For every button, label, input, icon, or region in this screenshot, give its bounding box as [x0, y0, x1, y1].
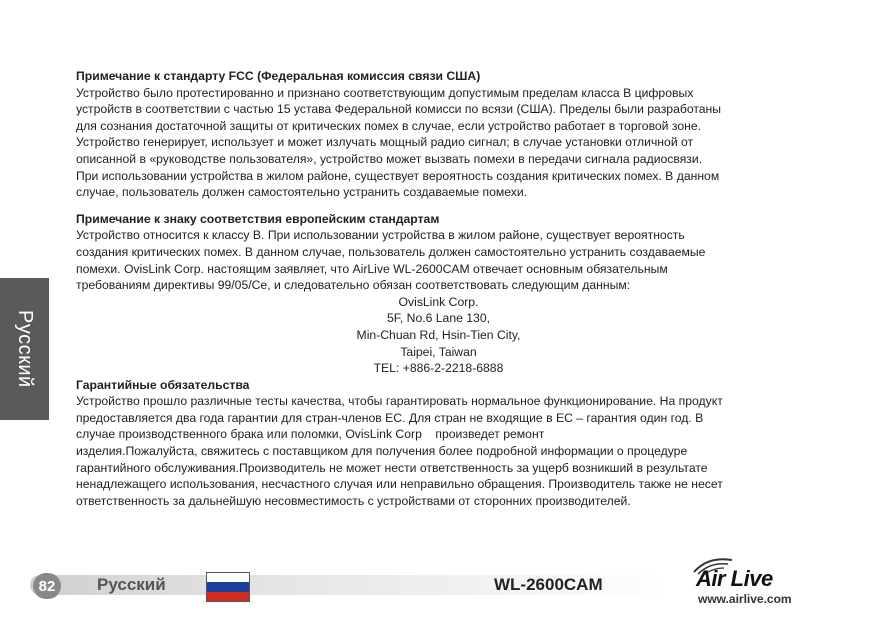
flag-stripe-blue [207, 582, 249, 591]
fcc-heading: Примечание к стандарту FCC (Федеральная комиссия связи США) [76, 69, 481, 83]
address-line: Taipei, Taiwan [400, 344, 477, 359]
warranty-line: случае производственного брака или поломки, OvisLink Corp произведет ремонт [76, 427, 545, 442]
document-body [76, 68, 801, 509]
flag-stripe-white [207, 573, 249, 582]
warranty-line: ответственность за дальнейшую несовместимость с устройствами от сторонних производителей. [76, 493, 631, 508]
fcc-line: Устройство было протестированно и признано соответствующим допустимым пределам класса B цифровых [76, 85, 694, 100]
fcc-line: устройств в соответствии с частью 15 устава Федеральной комисси по всязи (США). Пределы были разработаны [76, 102, 722, 117]
warranty-line: изделия.Пожалуйста, свяжитесь с поставщиком для получения более подробной информации о процедуре [76, 444, 688, 459]
fcc-paragraph [76, 85, 801, 201]
fcc-line: Устройство генерирует, использует и может излучать мощный радио сигнал; в случае установки отличной от [76, 135, 694, 150]
russian-flag-icon [206, 572, 250, 602]
eu-line: Устройство относится к классу B. При использовании устройства в жилом районе, существует вероятность [76, 228, 685, 243]
company-address [76, 294, 801, 377]
flag-stripe-red [207, 592, 249, 601]
eu-line: помехи. OvisLink Corp. настоящим заявляет, что AirLive WL-2600CAM отвечает основным обязательным [76, 261, 668, 276]
footer-language: Русский [97, 575, 166, 594]
warranty-line: предоставляется два года гарантии для стран-членов ЕС. Для стран не входящие в ЕС – гарантия один год. В [76, 410, 704, 425]
address-line: 5F, No.6 Lane 130, [387, 311, 490, 326]
model-name: WL-2600CAM [494, 575, 603, 594]
airlive-logo: Air Live [696, 566, 773, 591]
address-line: OvisLink Corp. [398, 294, 479, 309]
eu-line: создания критических помех. В данном случае, пользователь должен самостоятельно устранить создаваемые [76, 244, 706, 259]
fcc-line: для сознания достаточной защиты от критических помех в случае, если устройство работает в торговой зоне. [76, 118, 701, 133]
side-tab-label: Русский [14, 310, 36, 388]
fcc-line: При использовании устройства в жилом районе, существует вероятность создания критических помех. В данном [76, 168, 720, 183]
fcc-line: случае, пользователь должен самостоятельно устранить создаваемые помехи. [76, 185, 528, 200]
address-phone: TEL: +886-2-2218-6888 [373, 361, 504, 376]
warranty-line: Устройство прошло различные тесты качества, чтобы гарантировать нормальное функционирование. На продукт [76, 394, 723, 409]
warranty-line: ненадлежащего использования, несчастного случая или неправильно обращения. Производитель также не несет [76, 477, 723, 492]
website-url[interactable]: www.airlive.com [698, 592, 792, 606]
warranty-heading: Гарантийные обязательства [76, 377, 250, 392]
fcc-line: описанной в «руководстве пользователя», устройство может вызвать помехи в передачи сигнала радиосвязи. [76, 151, 703, 166]
eu-heading: Примечание к знаку соответствия европейским стандартам [76, 211, 440, 226]
language-side-tab [0, 278, 49, 420]
eu-line: требованиям директивы 99/05/Ce, и следовательно обязан соответствовать следующим данным: [76, 278, 631, 293]
warranty-paragraph [76, 393, 801, 509]
warranty-line: гарантийного обслуживания.Производитель не может нести ответственность за ущерб возникший в результате [76, 460, 708, 475]
eu-paragraph [76, 227, 801, 293]
page-number: 82 [33, 573, 61, 599]
address-line: Min-Chuan Rd, Hsin-Tien City, [356, 327, 521, 342]
